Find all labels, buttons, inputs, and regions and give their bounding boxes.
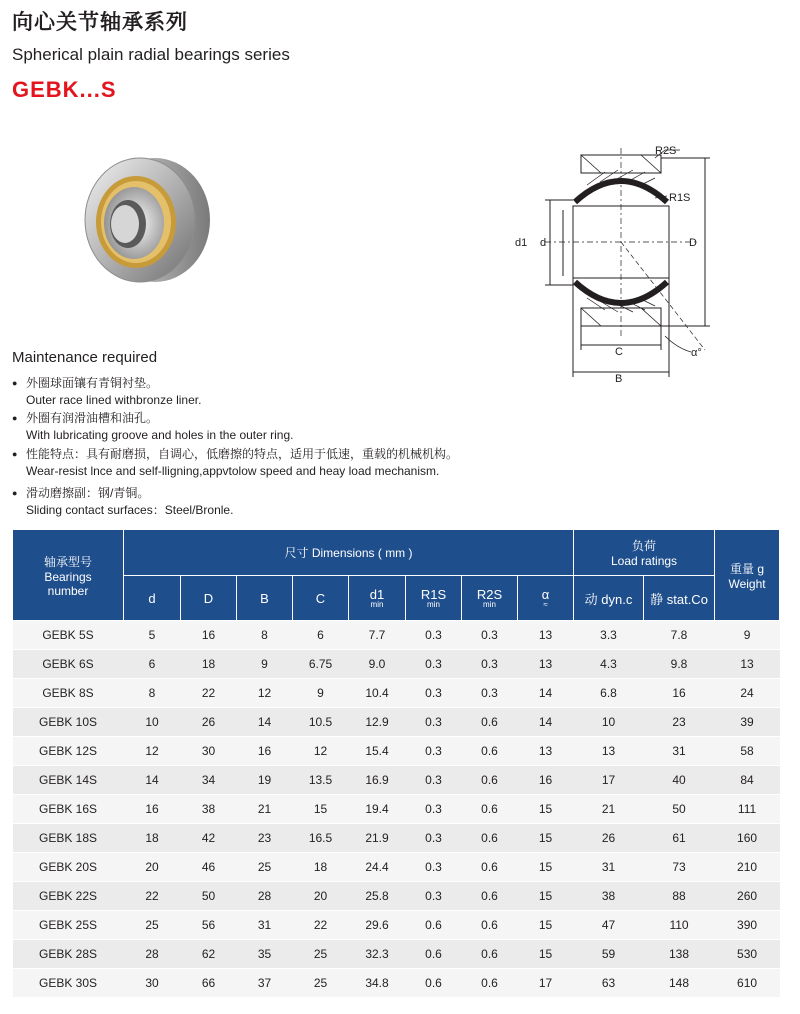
cell-alpha: 13 [518,621,574,650]
label-C: C [615,346,623,358]
cell-C: 12 [293,737,349,766]
cell-bearing-number: GEBK 18S [13,824,124,853]
maintenance-heading: Maintenance required [12,349,158,366]
cell-stat: 9.8 [644,650,715,679]
cell-stat: 88 [644,882,715,911]
table-row [13,708,780,737]
cell-r2s: 0.6 [462,824,518,853]
bullet-icon: ● [12,378,18,388]
cell-r1s: 0.3 [406,650,462,679]
subcol-r2s-note: min [483,600,496,609]
cell-C: 25 [293,940,349,969]
cell-B: 37 [237,969,293,998]
cell-d: 8 [124,679,181,708]
cell-d: 5 [124,621,181,650]
feature-cn: 外圈球面镶有青铜衬垫。 [26,376,159,390]
table-row [13,650,780,679]
subcol-r2s-label: R2S [476,587,503,602]
cell-weight: 84 [715,766,780,795]
cell-stat: 40 [644,766,715,795]
feature-cn: 滑动磨擦副：钢/青铜。 [26,486,150,500]
cell-D: 30 [181,737,237,766]
table-row [13,911,780,940]
cell-r2s: 0.6 [462,940,518,969]
subcol-r1s-note: min [427,600,440,609]
cell-B: 23 [237,824,293,853]
subcol-alpha-label: α [541,587,550,602]
cell-C: 6 [293,621,349,650]
subcol-r2s [462,576,518,621]
cell-weight: 39 [715,708,780,737]
feature-cn: 性能特点：具有耐磨损，自调心，低磨擦的特点，适用于低速，重载的机械机构。 [26,447,459,461]
cell-C: 16.5 [293,824,349,853]
subcol-d: d [124,576,181,621]
cell-bearing-number: GEBK 5S [13,621,124,650]
cell-stat: 31 [644,737,715,766]
cell-weight: 58 [715,737,780,766]
table-row [13,969,780,998]
cell-D: 50 [181,882,237,911]
cell-bearing-number: GEBK 22S [13,882,124,911]
cell-C: 13.5 [293,766,349,795]
label-d1: d1 [515,237,528,249]
cell-C: 6.75 [293,650,349,679]
bullet-icon: ● [12,488,18,498]
subcol-dyn: 动 dyn.c [574,576,644,621]
feature-item-1 [12,375,201,409]
label-r1s: R1S [669,192,691,204]
cell-dyn: 63 [574,969,644,998]
subcol-d1-label: d1 [369,587,385,602]
cell-d: 14 [124,766,181,795]
cell-alpha: 17 [518,969,574,998]
cell-dyn: 4.3 [574,650,644,679]
cell-bearing-number: GEBK 10S [13,708,124,737]
cell-d: 12 [124,737,181,766]
cell-D: 56 [181,911,237,940]
cell-d1: 12.9 [349,708,406,737]
col-weight-cn: 重量 g [730,561,765,576]
cell-d1: 34.8 [349,969,406,998]
cell-r1s: 0.3 [406,679,462,708]
cell-stat: 7.8 [644,621,715,650]
subcol-stat: 静 stat.Co [644,576,715,621]
cell-d1: 15.4 [349,737,406,766]
cell-r1s: 0.6 [406,969,462,998]
cell-B: 16 [237,737,293,766]
cell-d: 22 [124,882,181,911]
bullet-icon: ● [12,413,18,423]
subcol-alpha [518,576,574,621]
table-row [13,795,780,824]
cell-dyn: 26 [574,824,644,853]
cell-C: 20 [293,882,349,911]
cell-stat: 73 [644,853,715,882]
cell-d: 16 [124,795,181,824]
cell-alpha: 14 [518,708,574,737]
cell-stat: 110 [644,911,715,940]
cell-r2s: 0.6 [462,853,518,882]
cell-D: 46 [181,853,237,882]
cell-r1s: 0.3 [406,621,462,650]
cell-C: 9 [293,679,349,708]
cell-B: 35 [237,940,293,969]
cell-d: 18 [124,824,181,853]
cell-r1s: 0.3 [406,853,462,882]
cell-B: 9 [237,650,293,679]
subcol-D: D [181,576,237,621]
feature-cn: 外圈有润滑油槽和油孔。 [26,411,159,425]
cell-d1: 24.4 [349,853,406,882]
series-code: GEBK...S [12,77,117,102]
cell-bearing-number: GEBK 8S [13,679,124,708]
table-row [13,853,780,882]
cell-r1s: 0.6 [406,940,462,969]
cell-B: 14 [237,708,293,737]
subcol-d1-note: min [370,600,384,609]
cell-dyn: 10 [574,708,644,737]
subcol-alpha-note: ≈ [543,600,548,609]
cell-alpha: 15 [518,911,574,940]
table-row [13,621,780,650]
cell-stat: 148 [644,969,715,998]
cell-d1: 7.7 [349,621,406,650]
col-load-en: Load ratings [611,554,678,568]
table-row [13,882,780,911]
cell-D: 16 [181,621,237,650]
cell-bearing-number: GEBK 12S [13,737,124,766]
cell-weight: 9 [715,621,780,650]
cell-weight: 13 [715,650,780,679]
spec-table-body [13,621,780,998]
cell-weight: 210 [715,853,780,882]
cell-weight: 610 [715,969,780,998]
cell-stat: 50 [644,795,715,824]
cell-r1s: 0.3 [406,882,462,911]
cell-alpha: 15 [518,853,574,882]
cell-dyn: 21 [574,795,644,824]
cell-weight: 260 [715,882,780,911]
feature-item-3 [12,446,458,480]
cell-alpha: 16 [518,766,574,795]
cell-alpha: 15 [518,795,574,824]
col-weight [715,530,780,621]
cell-d1: 10.4 [349,679,406,708]
col-bearing-number [13,530,124,621]
cell-r2s: 0.6 [462,911,518,940]
cell-r1s: 0.3 [406,708,462,737]
cell-D: 62 [181,940,237,969]
cell-alpha: 13 [518,650,574,679]
cell-bearing-number: GEBK 6S [13,650,124,679]
cell-D: 22 [181,679,237,708]
cell-stat: 61 [644,824,715,853]
cell-B: 31 [237,911,293,940]
col-bearing-cn: 轴承型号 [43,554,92,569]
cell-C: 25 [293,969,349,998]
cell-d: 25 [124,911,181,940]
cell-bearing-number: GEBK 20S [13,853,124,882]
cell-B: 12 [237,679,293,708]
bullet-icon: ● [12,449,18,459]
col-load-cn: 负荷 [632,539,657,553]
table-row [13,824,780,853]
bearing-section-drawing [505,140,735,385]
feature-item-4 [12,485,233,519]
cell-B: 25 [237,853,293,882]
cell-D: 66 [181,969,237,998]
cell-C: 10.5 [293,708,349,737]
cell-D: 18 [181,650,237,679]
cell-dyn: 59 [574,940,644,969]
cell-B: 8 [237,621,293,650]
cell-r2s: 0.6 [462,795,518,824]
cell-weight: 160 [715,824,780,853]
cell-alpha: 14 [518,679,574,708]
cell-dyn: 17 [574,766,644,795]
cell-D: 38 [181,795,237,824]
cell-r2s: 0.6 [462,882,518,911]
spec-table [12,529,780,998]
cell-weight: 390 [715,911,780,940]
page-title-cn: 向心关节轴承系列 [12,10,188,34]
cell-dyn: 6.8 [574,679,644,708]
label-d: d [540,237,547,249]
cell-r1s: 0.3 [406,795,462,824]
col-weight-en: Weight [728,576,766,591]
col-dimensions: 尺寸 Dimensions ( mm ) [124,530,574,576]
cell-dyn: 38 [574,882,644,911]
cell-d: 20 [124,853,181,882]
cell-stat: 23 [644,708,715,737]
cell-bearing-number: GEBK 25S [13,911,124,940]
subcol-r1s-label: R1S [420,587,447,602]
cell-r1s: 0.3 [406,737,462,766]
label-alpha: α° [691,347,702,359]
cell-dyn: 31 [574,853,644,882]
cell-r1s: 0.6 [406,911,462,940]
label-r2s: R2S [655,145,677,157]
cell-D: 34 [181,766,237,795]
subcol-r1s [406,576,462,621]
cell-weight: 530 [715,940,780,969]
cell-r2s: 0.3 [462,621,518,650]
cell-C: 22 [293,911,349,940]
subcol-B: B [237,576,293,621]
bearing-photo [70,150,220,290]
cell-bearing-number: GEBK 28S [13,940,124,969]
feature-item-2 [12,410,294,444]
cell-d1: 9.0 [349,650,406,679]
feature-en: Sliding contact surfaces：Steel/Bronle. [26,503,234,517]
cell-alpha: 15 [518,882,574,911]
cell-d1: 21.9 [349,824,406,853]
cell-C: 18 [293,853,349,882]
cell-bearing-number: GEBK 30S [13,969,124,998]
cell-weight: 24 [715,679,780,708]
subcol-C: C [293,576,349,621]
cell-d: 6 [124,650,181,679]
feature-en: Outer race lined withbronze liner. [26,393,202,407]
cell-d1: 32.3 [349,940,406,969]
page-title-en: Spherical plain radial bearings series [12,45,290,64]
cell-r2s: 0.3 [462,650,518,679]
cell-d: 10 [124,708,181,737]
cell-r2s: 0.6 [462,737,518,766]
cell-stat: 138 [644,940,715,969]
cell-dyn: 3.3 [574,621,644,650]
cell-r2s: 0.6 [462,766,518,795]
cell-bearing-number: GEBK 14S [13,766,124,795]
cell-B: 19 [237,766,293,795]
cell-d: 28 [124,940,181,969]
cell-d1: 29.6 [349,911,406,940]
cell-D: 42 [181,824,237,853]
cell-stat: 16 [644,679,715,708]
table-row [13,766,780,795]
cell-d1: 25.8 [349,882,406,911]
cell-B: 28 [237,882,293,911]
cell-C: 15 [293,795,349,824]
table-row [13,940,780,969]
cell-r2s: 0.6 [462,708,518,737]
col-bearing-en1: Bearings [44,569,92,584]
col-bearing-en2: number [47,583,89,598]
cell-weight: 111 [715,795,780,824]
cell-alpha: 15 [518,824,574,853]
table-row [13,737,780,766]
feature-en: With lubricating groove and holes in the outer ring. [26,428,294,442]
cell-alpha: 13 [518,737,574,766]
label-B: B [615,373,623,385]
cell-r2s: 0.6 [462,969,518,998]
cell-r1s: 0.3 [406,766,462,795]
cell-r2s: 0.3 [462,679,518,708]
label-D: D [689,237,697,249]
cell-B: 21 [237,795,293,824]
cell-d1: 19.4 [349,795,406,824]
cell-dyn: 47 [574,911,644,940]
cell-r1s: 0.3 [406,824,462,853]
cell-alpha: 15 [518,940,574,969]
cell-d1: 16.9 [349,766,406,795]
cell-dyn: 13 [574,737,644,766]
col-load-ratings [574,530,715,576]
cell-D: 26 [181,708,237,737]
feature-en: Wear-resist lnce and self-lligning,appvtolow speed and heay load mechanism. [26,464,440,478]
cell-bearing-number: GEBK 16S [13,795,124,824]
table-row [13,679,780,708]
subcol-d1 [349,576,406,621]
cell-d: 30 [124,969,181,998]
